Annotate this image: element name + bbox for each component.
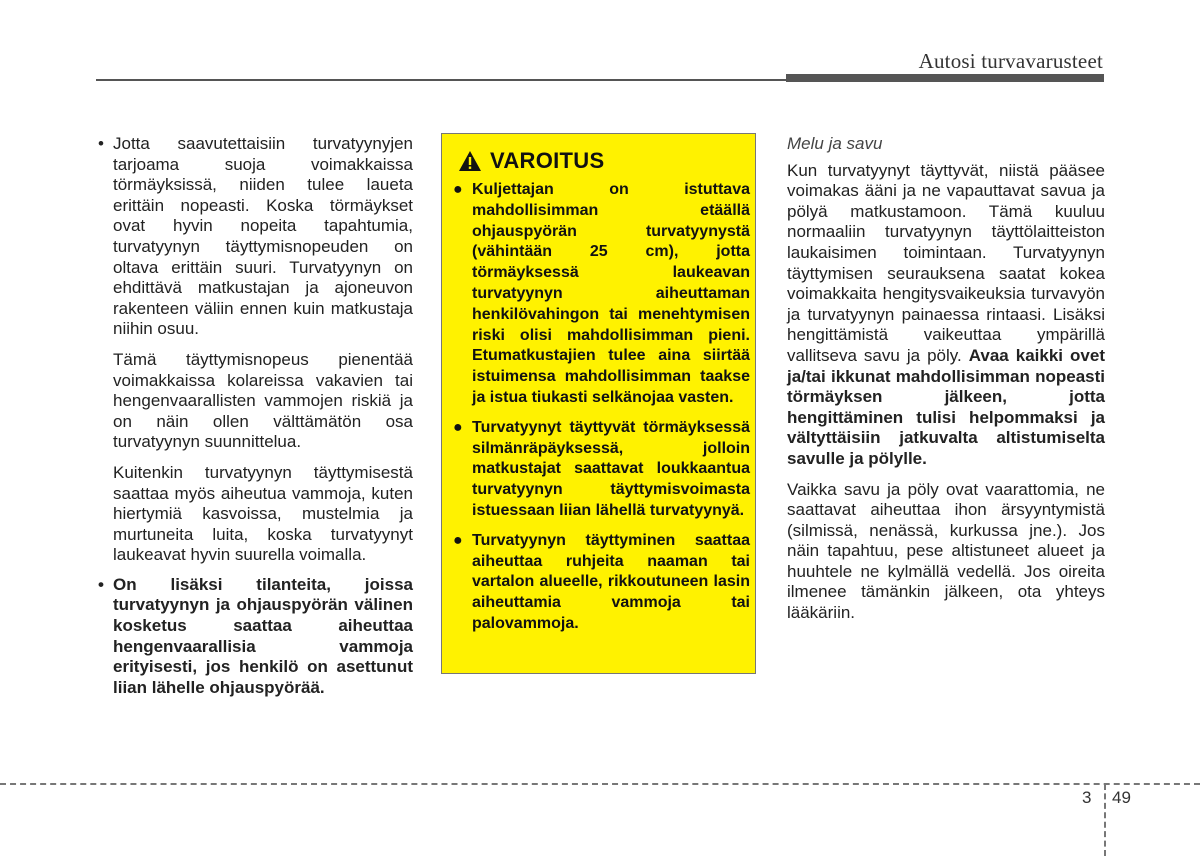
chapter-number: 3 [1082, 788, 1092, 807]
bullet: • [98, 134, 104, 153]
warning-triangle-icon [458, 150, 482, 172]
footer-divider [1104, 784, 1106, 856]
paragraph: Vaikka savu ja pöly ovat vaarattomia, ne saattavat aiheuttaa ihon ärsyyntymistä (silmissä, nenässä, kurkussa jne.). Jos näin tapahtuu, pese altistuneet alueet ja huuhtele ne kylmällä vedellä. Jos oireita ilmenee tämänkin jälkeen, ota yhteys lääkäriin. [787, 479, 1105, 623]
paragraph-emphasis: Avaa kaikki ovet ja/tai ikkunat mahdollisimman nopeasti törmäyksen jälkeen, jotta hengittäminen tulisi helpommaksi ja vältyttäisiin jatkuvalta altistumiselta savulle ja pölylle. [787, 345, 1105, 468]
warning-title: VAROITUS [490, 148, 605, 173]
bullet: • [98, 574, 104, 594]
bullet: ● [453, 418, 463, 436]
list-item-text: On lisäksi tilanteita, joissa turvatyynyn ja ohjauspyörän välinen kosketus saattaa aiheuttaa hengenvaarallisia vammoja erityisesti, jos henkilö on asettunut liian lähelle ohjauspyörää. [113, 574, 413, 697]
warning-item [452, 531, 750, 635]
list-item [96, 134, 413, 340]
footer-rule [0, 783, 1200, 785]
warning-item-text: Turvatyynyt täyttyvät törmäyksessä silmänräpäyksessä, jolloin matkustajat saattavat loukkaantua turvatyynyn täyttymisvoimasta istuessaan liian lähellä turvatyynyä. [472, 418, 750, 519]
bullet: ● [453, 531, 463, 549]
warning-item [452, 180, 750, 409]
paragraph-text: Kun turvatyynyt täyttyvät, niistä pääsee voimakas ääni ja ne vapauttavat savua ja pölyä matkustamoon. Tämä kuuluu normaaliin turvatyynyn täyttölaitteiston laukaisimen toimintaan. Turvatyynyn täyttymisen seurauksena saatat kokea voimakkaita hengitysvaikeuksia turvavyön ja turvatyynyn painaessa rintaasi. Lisäksi hengittämistä vaikeuttaa ympärillä vallitseva savu ja pöly. [787, 160, 1105, 365]
warning-header [458, 148, 604, 174]
warning-item-text: Kuljettajan on istuttava mahdollisimman etäällä ohjauspyörän turvatyynystä (vähintään 25 cm), jotta törmäyksessä laukeavan turvatyynyn aiheuttaman henkilövahingon tai menehtymisen riski olisi mahdollisimman pieni. Etumatkustajien tulee aina siirtää istuimensa mahdollisimman taakse ja istua tiukasti selkänojaa vasten. [472, 181, 750, 406]
header-rule-accent [786, 74, 1104, 82]
left-column [96, 134, 413, 698]
paragraph: Kuitenkin turvatyynyn täyttymisestä saattaa myös aiheutua vammoja, kuten hiertymiä kasvoissa, mustelmia ja murtuneita luita, koska turvatyynyt laukeavat hyvin suurella voimalla. [113, 462, 413, 565]
subheading: Melu ja savu [787, 134, 883, 153]
warning-box [441, 133, 756, 674]
warning-item [452, 418, 750, 522]
list-item-text: Jotta saavutettaisiin turvatyynyjen tarjoama suoja voimakkaissa törmäyksissä, niiden tulee laueta erittäin nopeasti. Koska törmäykset ovat hyvin nopeita tapahtumia, turvatyynyn täyttymisnopeuden on oltava erittäin suuri. Turvatyynyn on ehdittävä matkustajan ja ajoneuvon rakenteen väliin ennen kuin matkustaja niihin osuu. [113, 134, 413, 339]
right-column [787, 134, 1105, 624]
bullet: ● [453, 181, 463, 198]
paragraph [787, 161, 1105, 470]
section-title: Autosi turvavarusteet [918, 49, 1103, 73]
paragraph: Tämä täyttymisnopeus pienentää voimakkaissa kolareissa vakavien tai hengenvaarallisten vammojen riskiä ja on näin ollen välttämätön osa turvatyynyn suunnittelua. [113, 349, 413, 452]
list-item [96, 575, 413, 699]
warning-list [452, 180, 750, 644]
page-number: 49 [1112, 788, 1131, 807]
warning-item-text: Turvatyynyn täyttyminen saattaa aiheuttaa ruhjeita naaman tai vartalon alueelle, rikkoutuneen lasin aiheuttamia vammoja tai palovammoja. [472, 531, 750, 632]
header-rule [96, 79, 786, 81]
